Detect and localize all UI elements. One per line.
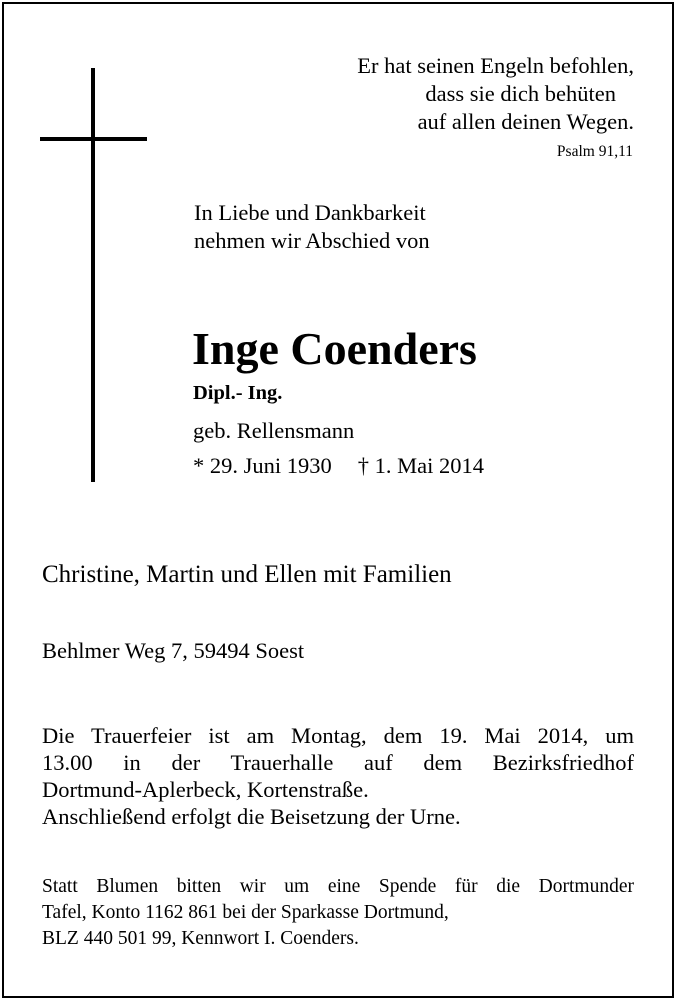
family-address: Behlmer Weg 7, 59494 Soest bbox=[42, 638, 305, 663]
donation-line: BLZ 440 501 99, Kennwort I. Coenders. bbox=[42, 928, 359, 949]
donation-line: Tafel, Konto 1162 861 bei der Sparkasse Dortmund, bbox=[42, 902, 449, 923]
death-date: † 1. Mai 2014 bbox=[357, 453, 485, 478]
verse-line: Er hat seinen Engeln befohlen, bbox=[357, 53, 634, 78]
birth-date: * 29. Juni 1930 bbox=[193, 453, 332, 478]
service-line: Die Trauerfeier ist am Montag, dem 19. Mai 2014, um bbox=[42, 723, 634, 748]
life-dates bbox=[193, 452, 484, 480]
verse-reference: Psalm 91,11 bbox=[556, 143, 633, 160]
academic-title: Dipl.- Ing. bbox=[193, 382, 283, 404]
funeral-service-info bbox=[42, 722, 634, 830]
cross-horizontal-bar bbox=[40, 137, 147, 141]
donation-request bbox=[42, 874, 634, 952]
bible-verse bbox=[234, 52, 634, 136]
cross-vertical-bar bbox=[91, 68, 95, 482]
farewell-intro bbox=[194, 199, 430, 255]
mourners: Christine, Martin und Ellen mit Familien bbox=[42, 561, 452, 588]
service-line: 13.00 in der Trauerhalle auf dem Bezirksfriedhof bbox=[42, 750, 634, 775]
verse-line: auf allen deinen Wegen. bbox=[417, 109, 634, 134]
donation-line: Statt Blumen bitten wir um eine Spende für die Dortmunder bbox=[42, 876, 634, 897]
deceased-name: Inge Coenders bbox=[192, 323, 477, 374]
verse-line: dass sie dich behüten bbox=[425, 81, 616, 106]
intro-line: nehmen wir Abschied von bbox=[194, 228, 430, 253]
intro-line: In Liebe und Dankbarkeit bbox=[194, 200, 426, 225]
service-line: Anschließend erfolgt die Beisetzung der Urne. bbox=[42, 804, 461, 829]
maiden-name: geb. Rellensmann bbox=[193, 418, 355, 443]
service-line: Dortmund-Aplerbeck, Kortenstraße. bbox=[42, 777, 369, 802]
